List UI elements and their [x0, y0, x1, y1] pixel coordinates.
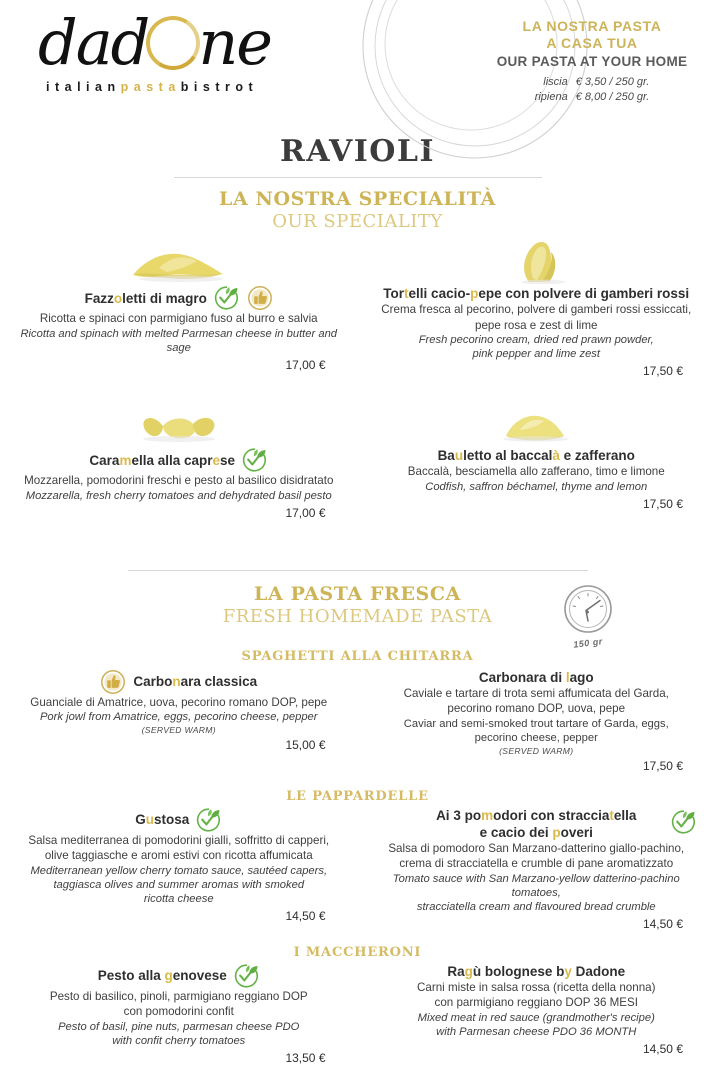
dish-description-it-line1: Salsa mediterranea di pomodorini gialli, soffritto di capperi, — [14, 834, 344, 849]
dish-carbonara-di-lago — [358, 669, 715, 773]
dish-cell — [0, 668, 358, 773]
dish-price: 14,50 € — [14, 909, 344, 923]
dish-cell — [358, 668, 715, 773]
dish-title — [372, 963, 702, 980]
takeaway-title-en: OUR PASTA AT YOUR HOME — [477, 54, 707, 69]
dish-title — [372, 669, 702, 686]
veg-icon — [234, 963, 260, 989]
maccheroni-dish-grid — [0, 962, 715, 1065]
dish-description-en-line2: with Parmesan cheese PDO 36 MONTH — [372, 1025, 702, 1039]
brand-wordmark — [30, 8, 330, 78]
dish-title — [14, 447, 344, 473]
dish-pesto-alla-genovese — [0, 963, 358, 1065]
takeaway-title-it-line2: A CASA TUA — [477, 35, 707, 52]
dish-description-en-line1: Mediterranean yellow cherry tomato sauce, sautéed capers, — [14, 864, 344, 878]
pasta-fresca-subtitle-en: FRESH HOMEMADE PASTA — [0, 606, 715, 627]
brand-name-part2: ne — [198, 6, 271, 79]
dish-description-it-line1: Crema fresca al pecorino, polvere di gamberi rossi essiccati, — [372, 303, 702, 318]
veg-icon — [242, 447, 268, 473]
dish-description-en-line1: Mixed meat in red sauce (grandmother's recipe) — [372, 1011, 702, 1025]
group-label-maccheroni: I MACCHERONI — [0, 945, 715, 960]
dish-bauletto-baccala-zafferano — [358, 400, 715, 511]
dish-price: 17,50 € — [372, 364, 702, 378]
dish-title — [372, 807, 702, 841]
brand-tagline-pasta: pasta — [121, 80, 181, 94]
dish-description-en-line2: taggiasca olives and summer aromas with smoked — [14, 878, 344, 892]
dish-cell — [358, 806, 715, 931]
dish-description-it-line2: crema di stracciatella e crumble di pane aromatizzato — [372, 857, 702, 872]
dish-price: 14,50 € — [372, 1042, 702, 1056]
takeaway-price-value: € 3,50 / 250 gr. — [572, 75, 654, 90]
page-header — [0, 0, 715, 128]
dish-description-it-line2: pepe rosa e zest di lime — [372, 319, 702, 334]
dish-description-it: Baccalà, besciamella allo zafferano, timo e limone — [372, 465, 702, 480]
dish-description-it-line2: pecorino romano DOP, uova, pepe — [372, 702, 702, 717]
veg-icon — [196, 807, 222, 833]
page-title: RAVIOLI — [0, 134, 715, 169]
pasta-fresca-subtitle-it: LA PASTA FRESCA — [0, 583, 715, 605]
dish-tortelli-cacio-pepe — [358, 238, 715, 378]
dish-cell — [0, 400, 358, 520]
takeaway-price-label: ripiena — [531, 90, 572, 105]
dish-title-text: Bauletto al baccalà e zafferano — [438, 447, 635, 464]
dish-photo — [372, 400, 702, 446]
dish-description-it: Ricotta e spinaci con parmigiano fuso al burro e salvia — [14, 312, 344, 327]
dish-description-it-line2: olive taggiasche e aromi estivi con ricotta affumicata — [14, 849, 344, 864]
takeaway-price-list — [477, 75, 707, 105]
dish-photo — [14, 400, 344, 446]
dish-description-it: Guanciale di Amatrice, uova, pecorino romano DOP, pepe — [14, 696, 344, 711]
brand-tagline-bistrot: bistrot — [181, 80, 258, 94]
dish-title — [372, 447, 702, 464]
dish-serving-note: (SERVED WARM) — [14, 725, 344, 735]
ravioli-subtitle-en: OUR SPECIALITY — [0, 211, 715, 232]
dish-title — [14, 807, 344, 833]
dish-ai-3-pomodori — [358, 807, 715, 931]
pasta-photo-tortelli — [481, 238, 591, 284]
dish-ragu-bolognese — [358, 963, 715, 1056]
takeaway-price-row — [531, 75, 654, 90]
brand-tagline-italian: italian — [46, 80, 121, 94]
dish-serving-note: (SERVED WARM) — [372, 746, 702, 756]
dish-photo — [14, 238, 344, 284]
dish-title-text-line2: e cacio dei poveri — [372, 824, 702, 841]
dish-price: 17,50 € — [372, 497, 702, 511]
dish-cell — [0, 806, 358, 931]
scale-gauge-icon — [562, 583, 614, 635]
takeaway-price-value: € 8,00 / 250 gr. — [572, 90, 654, 105]
group-label-pappardelle: LE PAPPARDELLE — [0, 789, 715, 804]
dish-price: 17,00 € — [14, 358, 344, 372]
dish-description-en-line2: with confit cherry tomatoes — [14, 1034, 344, 1048]
dish-description-it: Mozzarella, pomodorini freschi e pesto al basilico disidratato — [14, 474, 344, 489]
spaghetti-dish-grid — [0, 668, 715, 773]
dish-description-it-line1: Caviale e tartare di trota semi affumicata del Garda, — [372, 687, 702, 702]
pappardelle-dish-grid — [0, 806, 715, 931]
dish-description-en: Pork jowl from Amatrice, eggs, pecorino cheese, pepper — [14, 710, 344, 724]
takeaway-title-it-line1: LA NOSTRA PASTA — [477, 18, 707, 35]
ravioli-dish-grid — [0, 238, 715, 520]
dish-cell — [0, 962, 358, 1065]
dish-title-text: Gustosa — [135, 811, 189, 828]
dish-price: 17,50 € — [372, 759, 702, 773]
dish-description-en: Codfish, saffron béchamel, thyme and lemon — [372, 480, 702, 494]
portion-size-label: 150 gr — [557, 634, 620, 651]
takeaway-price-label: liscia — [531, 75, 572, 90]
brand-tagline — [30, 80, 330, 94]
dish-fazzoletti-di-magro — [0, 238, 358, 372]
brand-name-part1: dad — [38, 6, 148, 79]
brand-logo — [30, 8, 330, 94]
dish-description-en-line1: Pesto of basil, pine nuts, parmesan cheese PDO — [14, 1020, 344, 1034]
takeaway-info — [477, 18, 707, 105]
dish-title — [14, 285, 344, 311]
dish-title-text: Tortelli cacio-pepe con polvere di gamberi rossi — [383, 285, 689, 302]
pasta-photo-fazzoletti — [119, 242, 239, 284]
dish-description-it-line1: Salsa di pomodoro San Marzano-datterino giallo-pachino, — [372, 842, 702, 857]
dish-title — [372, 285, 702, 302]
veg-icon — [671, 809, 697, 835]
takeaway-price-row — [531, 90, 654, 105]
dish-description-en-line2: pecorino cheese, pepper — [372, 731, 702, 745]
dish-description-en-line3: ricotta cheese — [14, 892, 344, 906]
brand-o-ring-icon — [141, 11, 205, 75]
dish-title-text: Carbonara di lago — [479, 669, 594, 686]
thumbs-up-icon — [247, 285, 273, 311]
dish-cell — [358, 962, 715, 1065]
dish-title-text: Carbonara classica — [133, 673, 257, 690]
dish-description-en: Ricotta and spinach with melted Parmesan cheese in butter and sage — [14, 327, 344, 355]
dish-price: 13,50 € — [14, 1051, 344, 1065]
title-divider — [174, 177, 542, 178]
dish-caramella-alla-caprese — [0, 400, 358, 520]
dish-photo — [372, 238, 702, 284]
dish-description-it-line1: Carni miste in salsa rossa (ricetta della nonna) — [372, 981, 702, 996]
dish-title-text-line1: Ai 3 pomodori con stracciatella — [436, 807, 636, 824]
dish-description-en: Mozzarella, fresh cherry tomatoes and dehydrated basil pesto — [14, 489, 344, 503]
dish-description-it-line2: con parmigiano reggiano DOP 36 MESI — [372, 996, 702, 1011]
ravioli-subtitle-it: LA NOSTRA SPECIALITÀ — [0, 188, 715, 210]
dish-price: 17,00 € — [14, 506, 344, 520]
dish-title-text: Ragù bolognese by Dadone — [447, 963, 625, 980]
pasta-fresca-header — [0, 583, 715, 627]
dish-price: 14,50 € — [372, 917, 702, 931]
dish-description-en-line2: pink pepper and lime zest — [372, 347, 702, 361]
pasta-photo-bauletto — [476, 404, 596, 446]
thumbs-up-icon — [100, 669, 126, 695]
dish-description-en-line2: stracciatella cream and flavoured bread crumble — [372, 900, 702, 914]
dish-price: 15,00 € — [14, 738, 344, 752]
dish-title-text: Fazzoletti di magro — [85, 290, 207, 307]
pasta-photo-caramella — [119, 404, 239, 446]
dish-cell — [0, 238, 358, 378]
dish-title-text: Caramella alla caprese — [89, 452, 235, 469]
veg-icon — [214, 285, 240, 311]
dish-cell — [358, 400, 715, 520]
dish-cell — [358, 238, 715, 378]
dish-description-it-line1: Pesto di basilico, pinoli, parmigiano reggiano DOP — [14, 990, 344, 1005]
dish-title — [14, 669, 344, 695]
group-label-spaghetti: SPAGHETTI ALLA CHITARRA — [0, 649, 715, 664]
dish-description-it-line2: con pomodorini confit — [14, 1005, 344, 1020]
section-divider — [128, 570, 588, 571]
dish-title-text: Pesto alla genovese — [98, 967, 227, 984]
dish-gustosa — [0, 807, 358, 923]
dish-title — [14, 963, 344, 989]
dish-description-en-line1: Tomato sauce with San Marzano-yellow datterino-pachino tomatoes, — [372, 872, 702, 900]
dish-description-en-line1: Fresh pecorino cream, dried red prawn powder, — [372, 333, 702, 347]
portion-size-badge — [557, 583, 619, 648]
dish-carbonara-classica — [0, 669, 358, 753]
dish-description-en-line1: Caviar and semi-smoked trout tartare of Garda, eggs, — [372, 717, 702, 731]
